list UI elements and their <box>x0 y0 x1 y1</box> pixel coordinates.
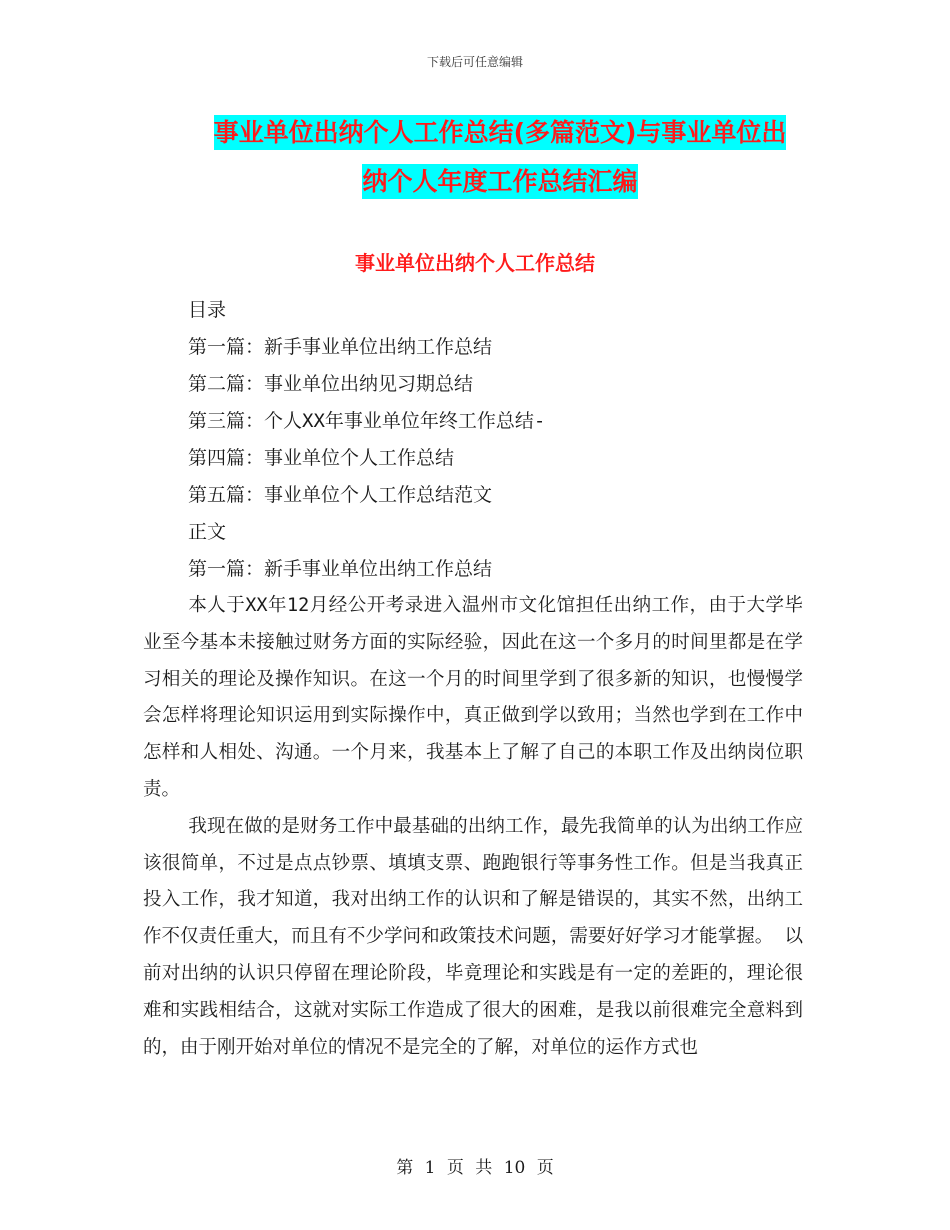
document-title-line-2: 纳个人年度工作总结汇编 <box>362 164 637 199</box>
toc-item-3: 第三篇：个人XX年事业单位年终工作总结- <box>188 410 546 432</box>
body-text <box>143 588 803 1066</box>
section-title: 事业单位出纳个人工作总结 <box>355 251 595 275</box>
document-title <box>100 108 900 206</box>
page-header-note: 下载后可任意编辑 <box>426 55 523 69</box>
paragraph-2: 我现在做的是财务工作中最基础的出纳工作，最先我简单的认为出纳工作应该很简单，不过是点点钞票、填填支票、跑跑银行等事务性工作。但是当我真正投入工作，我才知道，我对出纳工作的认识和了解是错误的，其实不然，出纳工作不仅责任重大，而且有不少学问和政策技术问题，需要好好学习才能掌握。 以前对出纳的认识只停留在理论阶段，毕竟理论和实践是有一定的差距的，理论很难和实践相结合，这就对实际工作造成了很大的困难，是我以前很难完全意料到的，由于刚开始对单位的情况不是完全的了解，对单位的运作方式也 <box>143 815 803 1058</box>
toc-item-5: 第五篇：事业单位个人工作总结范文 <box>188 484 493 506</box>
page-number-footer: 第 1 页 共 10 页 <box>396 1158 554 1178</box>
table-of-contents <box>188 292 828 588</box>
document-title-line-1: 事业单位出纳个人工作总结(多篇范文)与事业单位出 <box>214 115 787 150</box>
toc-item-4: 第四篇：事业单位个人工作总结 <box>188 447 455 469</box>
toc-heading: 目录 <box>188 299 227 321</box>
chapter-1-heading: 第一篇：新手事业单位出纳工作总结 <box>188 558 493 580</box>
paragraph-1: 本人于XX年12月经公开考录进入温州市文化馆担任出纳工作，由于大学毕业至今基本未接触过财务方面的实际经验，因此在这一个多月的时间里都是在学习相关的理论及操作知识。在这一个月的时间里学到了很多新的知识，也慢慢学会怎样将理论知识运用到实际操作中，真正做到学以致用；当然也学到在工作中怎样和人相处、沟通。一个月来，我基本上了解了自己的本职工作及出纳岗位职责。 <box>143 595 803 800</box>
toc-item-1: 第一篇：新手事业单位出纳工作总结 <box>188 336 493 358</box>
toc-item-2: 第二篇：事业单位出纳见习期总结 <box>188 373 474 395</box>
body-heading: 正文 <box>188 521 227 543</box>
